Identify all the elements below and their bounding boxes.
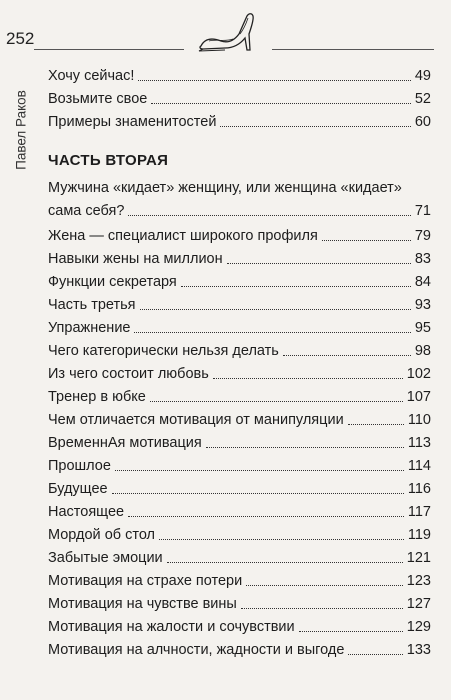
dot-leader bbox=[167, 562, 403, 563]
toc-entry bbox=[48, 592, 431, 615]
toc-entry-page: 83 bbox=[414, 251, 431, 267]
toc-entry bbox=[48, 87, 431, 110]
toc-entry-page: 102 bbox=[406, 366, 431, 382]
toc-entry-page: 116 bbox=[407, 481, 431, 497]
toc-entry bbox=[48, 523, 431, 546]
toc-entry-page: 98 bbox=[414, 343, 431, 359]
toc-entry bbox=[48, 64, 431, 87]
toc-entry bbox=[48, 546, 431, 569]
toc-entry-title: Мотивация на алчности, жадности и выгоде bbox=[48, 642, 345, 658]
toc-entry-page: 60 bbox=[414, 114, 431, 130]
dot-leader bbox=[159, 539, 404, 540]
dot-leader bbox=[138, 80, 410, 81]
toc-entry bbox=[48, 569, 431, 592]
toc-entry bbox=[48, 339, 431, 362]
dot-leader bbox=[348, 424, 404, 425]
dot-leader bbox=[348, 654, 402, 655]
toc-entry bbox=[48, 408, 431, 431]
toc-entry-title: Из чего состоит любовь bbox=[48, 366, 209, 382]
toc-entry-title: Тренер в юбке bbox=[48, 389, 146, 405]
dot-leader bbox=[322, 240, 411, 241]
toc-entry-page: 110 bbox=[407, 412, 431, 428]
toc-entry-page: 113 bbox=[407, 435, 431, 451]
toc-entry-title: Мордой об стол bbox=[48, 527, 156, 543]
toc-entry-page: 107 bbox=[406, 389, 431, 405]
dot-leader bbox=[134, 332, 410, 333]
dot-leader bbox=[150, 401, 403, 402]
section-title: ЧАСТЬ ВТОРАЯ bbox=[48, 152, 169, 169]
toc-entry bbox=[48, 293, 431, 316]
toc-entry bbox=[48, 247, 431, 270]
author-name: Павел Раков bbox=[13, 90, 29, 170]
toc-entry-page: 84 bbox=[414, 274, 431, 290]
toc-entry-title: Хочу сейчас! bbox=[48, 68, 135, 84]
toc-entry-page: 127 bbox=[406, 596, 431, 612]
toc-entry bbox=[48, 316, 431, 339]
dot-leader bbox=[213, 378, 403, 379]
toc-entry-title: Будущее bbox=[48, 481, 108, 497]
dot-leader bbox=[299, 631, 403, 632]
toc-entry-title: Возьмите свое bbox=[48, 91, 148, 107]
dot-leader bbox=[128, 215, 410, 216]
page-number: 252 bbox=[6, 29, 35, 48]
dot-leader bbox=[283, 355, 411, 356]
toc-entry-page: 133 bbox=[406, 642, 431, 658]
toc-entry-title: Часть третья bbox=[48, 297, 136, 313]
toc-entry bbox=[48, 638, 431, 661]
toc-entry-page: 49 bbox=[414, 68, 431, 84]
toc-entry-title: Мотивация на страхе потери bbox=[48, 573, 243, 589]
toc-entry-title: Примеры знаменитостей bbox=[48, 114, 217, 130]
dot-leader bbox=[227, 263, 411, 264]
toc-entry-title: Упражнение bbox=[48, 320, 131, 336]
dot-leader bbox=[128, 516, 404, 517]
dot-leader bbox=[241, 608, 403, 609]
dot-leader bbox=[246, 585, 403, 586]
toc-entry-title: Чего категорически нельзя делать bbox=[48, 343, 279, 359]
dot-leader bbox=[220, 126, 410, 127]
toc-entry-title: Прошлое bbox=[48, 458, 111, 474]
toc-entry-page: 79 bbox=[414, 228, 431, 244]
dot-leader bbox=[140, 309, 411, 310]
toc-entry-page: 123 bbox=[406, 573, 431, 589]
toc-entry-title: Мотивация на жалости и сочувствии bbox=[48, 619, 295, 635]
toc-entry bbox=[48, 270, 431, 293]
dot-leader bbox=[112, 493, 404, 494]
toc-entry bbox=[48, 224, 431, 247]
toc-entry-page: 117 bbox=[407, 504, 431, 520]
toc-entry-page: 129 bbox=[406, 619, 431, 635]
toc-entry-page: 114 bbox=[407, 458, 431, 474]
toc-entry-title: ВременнАя мотивация bbox=[48, 435, 202, 451]
toc-entry-title-line1: Мужчина «кидает» женщину, или женщина «кидает» bbox=[48, 180, 402, 196]
toc-main-list bbox=[48, 224, 431, 661]
toc-entry bbox=[48, 362, 431, 385]
toc-entry bbox=[48, 615, 431, 638]
toc-entry-page: 121 bbox=[406, 550, 431, 566]
toc-entry-page: 71 bbox=[414, 203, 431, 219]
toc-entry-page: 95 bbox=[414, 320, 431, 336]
toc-entry-title: Жена — специалист широкого профиля bbox=[48, 228, 318, 244]
toc-entry bbox=[48, 110, 431, 133]
toc-entry-title: Забытые эмоции bbox=[48, 550, 163, 566]
dot-leader bbox=[151, 103, 411, 104]
table-of-contents bbox=[48, 64, 431, 661]
toc-multiline-entry bbox=[48, 178, 431, 222]
toc-entry bbox=[48, 454, 431, 477]
header-rule-right bbox=[272, 49, 434, 50]
toc-entry bbox=[48, 385, 431, 408]
toc-entry-title-line2: сама себя? bbox=[48, 203, 125, 219]
toc-entry-title: Чем отличается мотивация от манипуляции bbox=[48, 412, 344, 428]
header-rule-left bbox=[34, 49, 184, 50]
toc-entry-title: Мотивация на чувстве вины bbox=[48, 596, 237, 612]
toc-top-list bbox=[48, 64, 431, 133]
dot-leader bbox=[115, 470, 404, 471]
toc-entry-title: Функции секретаря bbox=[48, 274, 177, 290]
toc-entry-page: 119 bbox=[407, 527, 431, 543]
toc-entry-title: Навыки жены на миллион bbox=[48, 251, 223, 267]
toc-entry-title: Настоящее bbox=[48, 504, 125, 520]
toc-entry-page: 52 bbox=[414, 91, 431, 107]
toc-entry bbox=[48, 500, 431, 523]
dot-leader bbox=[181, 286, 411, 287]
toc-entry-page: 93 bbox=[414, 297, 431, 313]
toc-entry bbox=[48, 431, 431, 454]
toc-entry bbox=[48, 477, 431, 500]
high-heel-shoe-icon bbox=[195, 8, 257, 52]
dot-leader bbox=[206, 447, 404, 448]
